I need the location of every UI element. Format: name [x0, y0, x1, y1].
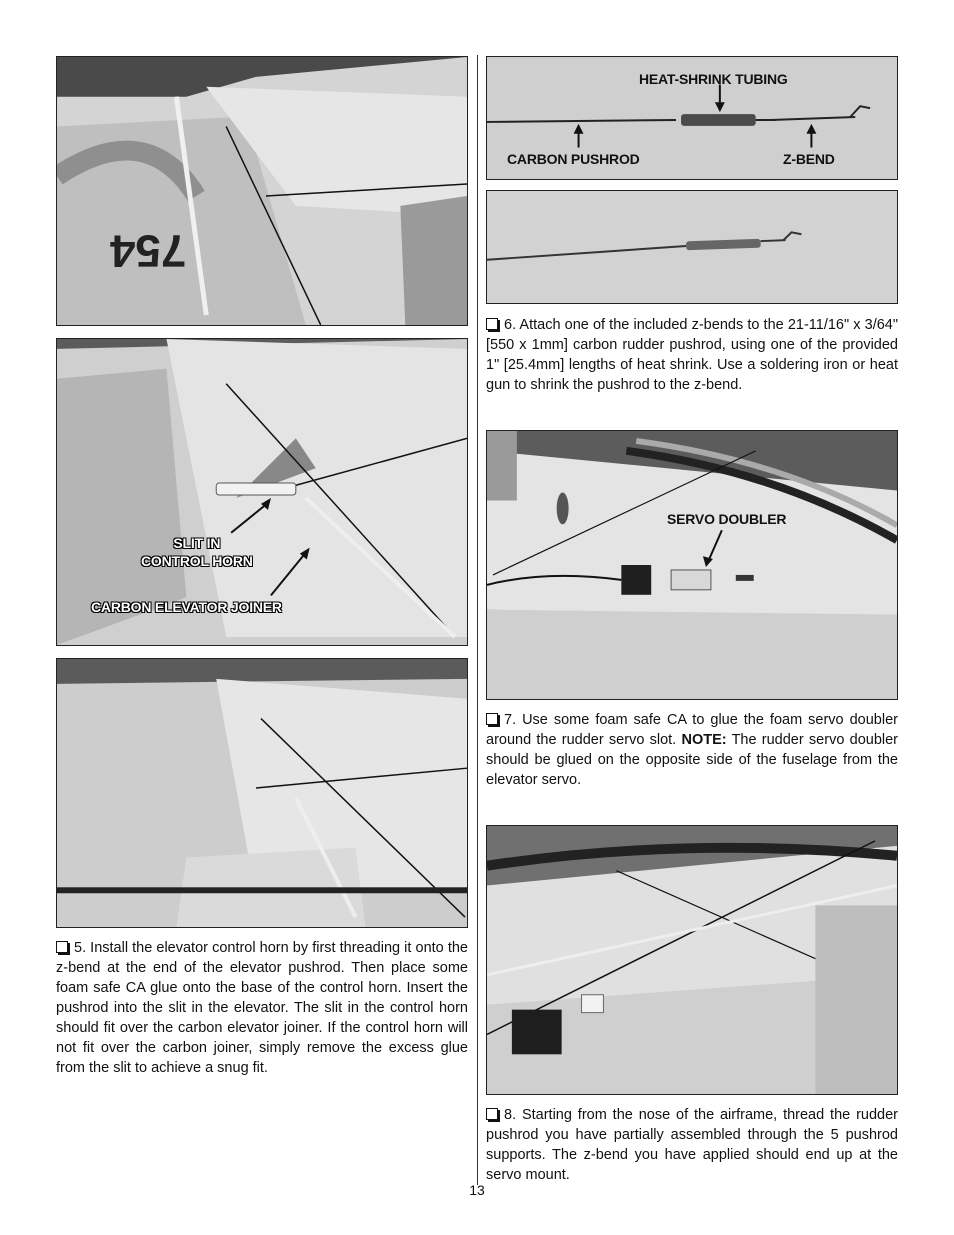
label-carbon-elevator-joiner: CARBON ELEVATOR JOINER: [91, 599, 282, 615]
photo-pushrod-assembled: [486, 190, 898, 304]
step-5-instructions: [56, 938, 468, 1078]
label-servo-doubler: SERVO DOUBLER: [667, 511, 787, 527]
photo-elevator-horn-1: [56, 56, 468, 326]
step-7-checkbox[interactable]: [486, 713, 498, 725]
step-7-instructions: [486, 710, 898, 790]
step-6-instructions: [486, 315, 898, 395]
photo-pushrod-assembled-illustration: [487, 191, 897, 303]
arrows-control-horn: [57, 339, 467, 645]
step-7-text-before: 7. Use some foam safe CA to glue the foam servo doubler around the rudder servo slot.: [486, 712, 898, 748]
photo-elevator-horn-1-illustration: [57, 57, 467, 325]
arrow-servo-doubler: [487, 431, 897, 699]
photo-pushrod-parts: [486, 56, 898, 180]
step-7-note-label: NOTE:: [681, 732, 727, 748]
photo-elevator-horn-installed: [56, 658, 468, 928]
photo-servo-doubler: [486, 430, 898, 700]
step-8-instructions: [486, 1105, 898, 1185]
page-number: 13: [469, 1182, 485, 1198]
photo-pushrod-supports-illustration: [487, 826, 897, 1094]
step-5-text: 5. Install the elevator control horn by first threading it onto the z-bend at the end of the elevator pushrod. Then place some foam safe CA glue onto the base of the control horn. Insert the pushrod into the slit in the elevator. The slit in the control horn should fit over the carbon elevator joiner. If the control horn will not fit over the carbon joiner, simply remove the excess glue from the slit to achieve a snug fit.: [56, 940, 468, 1076]
photo-control-horn-slit: [56, 338, 468, 646]
step-8-text: 8. Starting from the nose of the airframe, thread the rudder pushrod you have partially assembled through the 5 pushrod supports. The z-bend you have applied should end up at the servo mount.: [486, 1107, 898, 1183]
label-heat-shrink-tubing: HEAT-SHRINK TUBING: [639, 71, 788, 87]
label-z-bend: Z-BEND: [783, 151, 835, 167]
photo-elevator-horn-installed-illustration: [57, 659, 467, 927]
step-8-checkbox[interactable]: [486, 1108, 498, 1120]
label-carbon-pushrod: CARBON PUSHROD: [507, 151, 640, 167]
photo-pushrod-supports: [486, 825, 898, 1095]
svg-text:754: 754: [110, 225, 187, 277]
column-divider: [477, 55, 478, 1185]
step-6-text: 6. Attach one of the included z-bends to the 21-11/16" x 3/64" [550 x 1mm] carbon rudder pushrod, using one of the provided 1" [25.4mm] lengths of heat shrink. Use a soldering iron or heat gun to shrink the pushrod to the z-bend.: [486, 317, 898, 393]
step-6-checkbox[interactable]: [486, 318, 498, 330]
step-7-text-after: The rudder servo doubler should be glued on the opposite side of the fuselage from the elevator servo.: [486, 732, 898, 788]
step-5-checkbox[interactable]: [56, 941, 68, 953]
label-slit-in-control-horn: SLIT IN CONTROL HORN: [141, 535, 253, 569]
